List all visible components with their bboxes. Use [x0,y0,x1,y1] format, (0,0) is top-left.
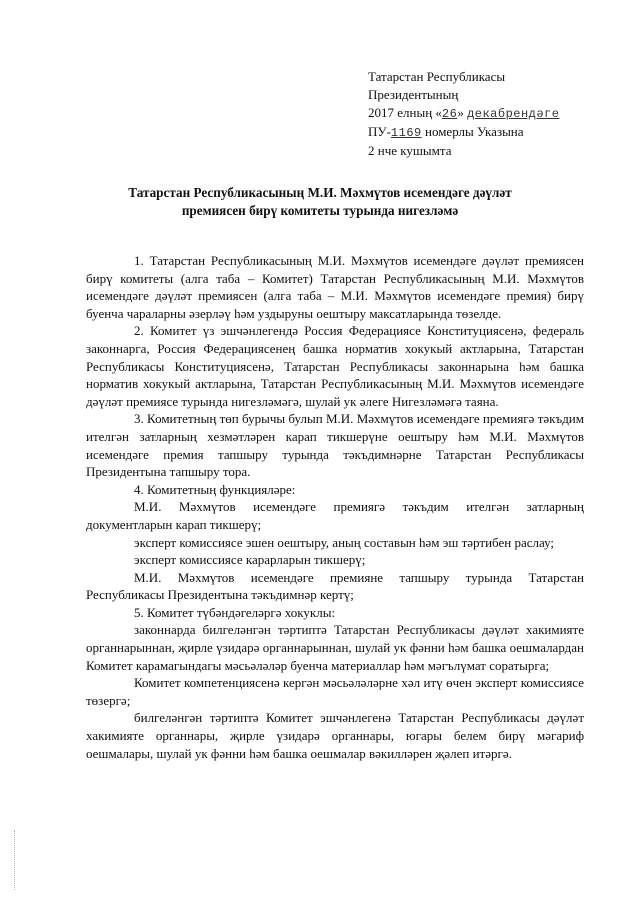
document-title [80,184,560,220]
date-day-handwritten: 26 [441,107,458,121]
paragraph: 2. Комитет үз эшчәнлегендә Россия Федерациясе Конституциясенә, федераль законнарга, Россия Федерациясенең башка норматив хокукый актларына, Татарстан Республикасы Конституциясенә, Татарстан Республикасы законнарына һәм башка норматив хокукый актларына, Татарстан Республикасының М.И. Мәхмүтов исемендәге дәүләт премиясе турында нигезләмәгә, шулай ук әлеге Нигезләмәгә таяна. [86,323,584,409]
paragraph: Комитет компетенциясенә кергән мәсьәләләрне хәл итү өчен эксперт комиссиясе төзергә; [86,675,584,708]
paragraph: 4. Комитетның функцияләре: [134,481,296,497]
decree-number-handwritten: 1169 [390,126,422,140]
approval-stamp-block [368,68,628,160]
paragraph: 1. Татарстан Республикасының М.И. Мәхмүтов исемендәге дәүләт премиясен бирү комитеты (алга таба – Комитет) Татарстан Республикасының М.И. Мәхмүтов исемендәге дәүләт премиясен (алга таба – М.И. Мәхмүтов исемендәге премия) бирү буенча чараларны әзерләү һәм уздыруны оештыру максатларында төзелде. [86,253,584,321]
date-mid: » [457,105,464,120]
title-line-1: Татарстан Республикасының М.И. Мәхмүтов исемендәге дәүләт [128,185,512,200]
approval-line-president: Президентының [368,87,459,102]
paragraph: эксперт комиссиясе эшен оештыру, аның составын һәм эш тәртибен раслау; [134,534,555,550]
annex-label: 2 нче кушымта [368,143,452,158]
paragraph: эксперт комиссиясе карарларын тикшерү; [134,552,366,568]
paragraph: М.И. Мәхмүтов исемендәге премияне тапшыру турында Татарстан Республикасы Президентына тәкъдимнәр кертү; [86,569,584,603]
paragraph: законнарда билгеләнгән тәртиптә Татарстан Республикасы дәүләт хакимияте органнарыннан, җирле үзидарә органнарыннан, шулай ук фәнни һәм башка оешмалардан Комитет карамагындагы мәсьәләләр буенча материаллар һәм мәгълүмат соратырга; [86,622,584,673]
decree-prefix: ПУ- [368,124,391,139]
paragraph: 5. Комитет түбәндәгеләргә хокуклы: [134,604,336,620]
paragraph: 3. Комитетның төп бурычы булып М.И. Мәхмүтов исемендәге премиягә тәкъдим ителгән затларның хезмәтләрен карап тикшерүне оештыру һәм М.И. Мәхмүтов исемендәге премия тапшыру турында тәкъдимнәрне Татарстан Республикасы Президентына тапшыру тора. [86,411,584,480]
scan-margin-artifact [14,830,17,890]
decree-suffix: номерлы Указына [421,124,524,139]
date-prefix: 2017 елның « [368,105,442,120]
approval-date-line [368,104,628,123]
paragraph: билгеләнгән тәртиптә Комитет эшчәнлегенә Татарстан Республикасы дәүләт хакимияте органнары, җирле үзидарә органнары, югары белем бирү мәгариф оешмалары, шулай ук фәнни һәм башка оешмалар вәкилләрен җәлеп итәргә. [86,710,584,761]
decree-line [368,123,628,142]
approval-line-republic: Татарстан Республикасы [368,69,506,84]
title-line-2: премиясен бирү комитеты турында нигезләмә [181,203,459,218]
date-month-handwritten: декабрендәге [467,107,560,121]
paragraph: М.И. Мәхмүтов исемендәге премиягә тәкъдим ителгән затларның документларын карап тикшерү; [86,499,584,532]
document-body [86,252,584,762]
